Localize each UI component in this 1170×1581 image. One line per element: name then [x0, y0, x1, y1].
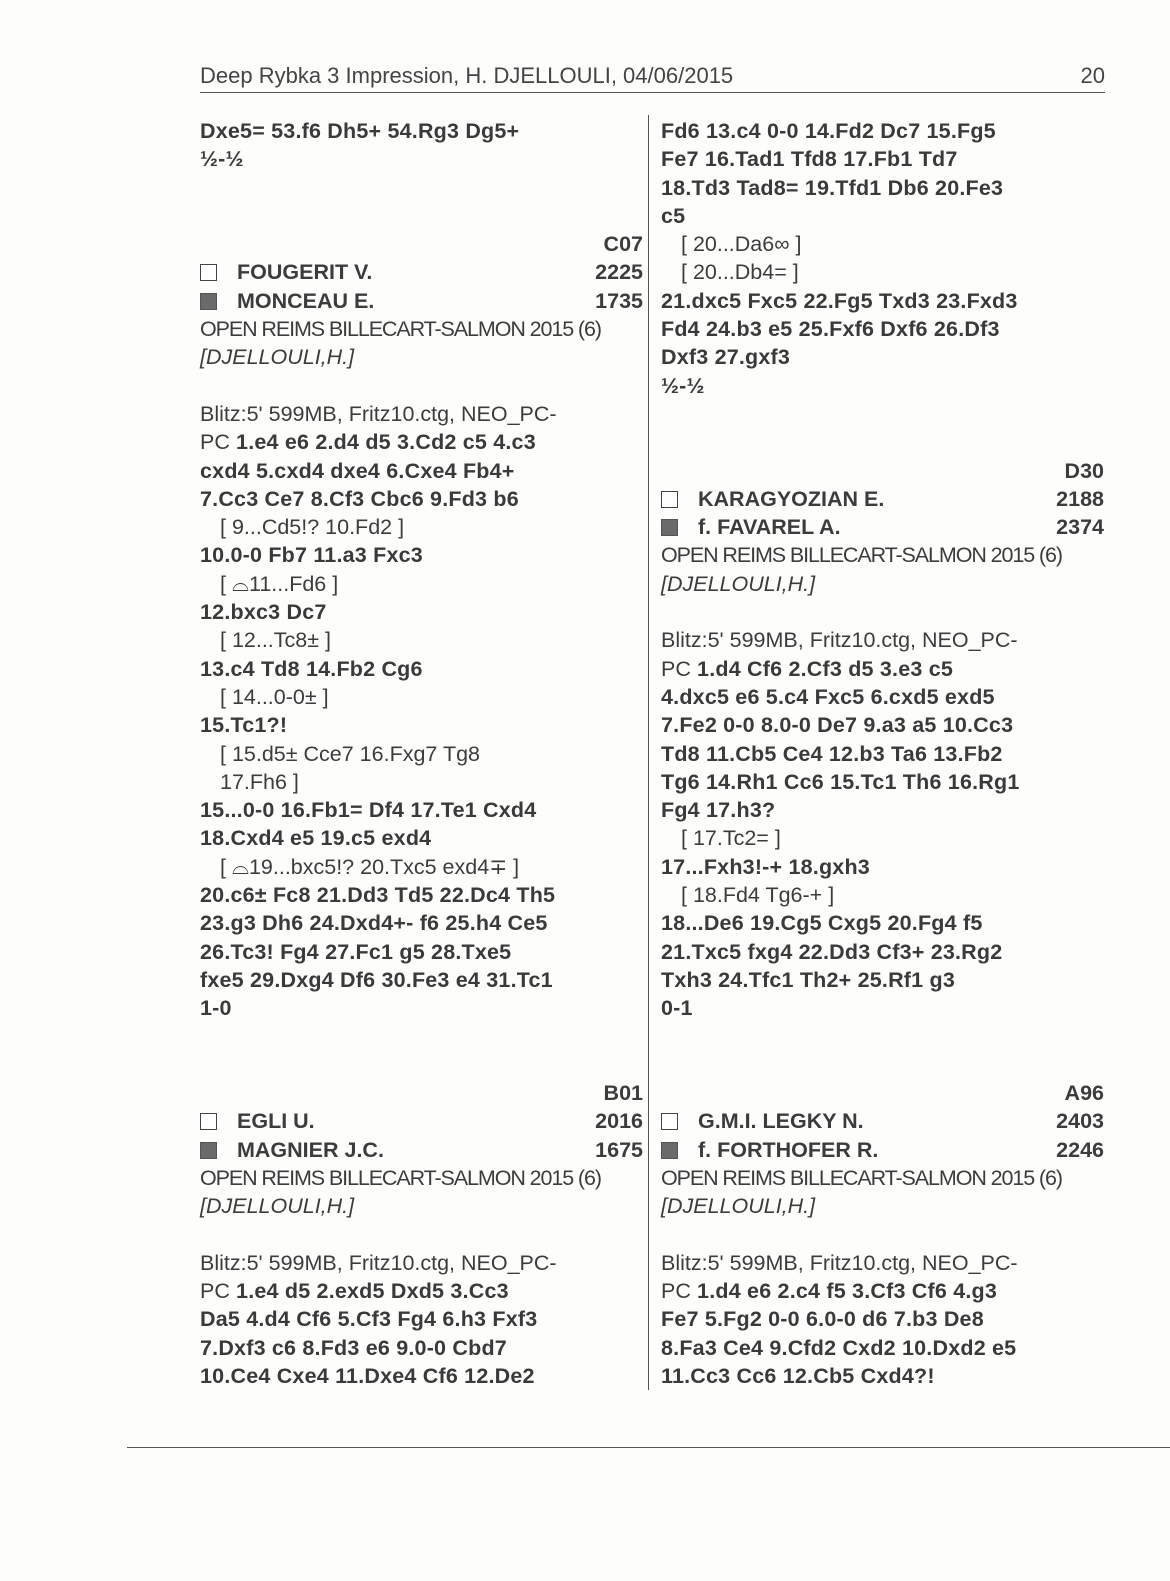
- player-elo: 2016: [595, 1109, 643, 1134]
- player-name: FOUGERIT V.: [237, 260, 373, 285]
- player-elo: 2188: [1056, 486, 1104, 511]
- move-line: c5: [661, 203, 686, 228]
- player-elo: 1735: [595, 288, 643, 313]
- move-line: 7.Cc3 Ce7 8.Cf3 Cbc6 9.Fd3 b6: [200, 486, 519, 511]
- annotator: [DJELLOULI,H.]: [200, 345, 355, 370]
- engine-info: Blitz:5' 599MB, Fritz10.ctg, NEO_PC-: [200, 1250, 557, 1275]
- player-name: KARAGYOZIAN E.: [698, 486, 885, 511]
- white-player: [661, 485, 1104, 513]
- move-line: 23.g3 Dh6 24.Dxd4+- f6 25.h4 Ce5: [200, 911, 548, 936]
- move-line: PC 1.d4 Cf6 2.Cf3 d5 3.e3 c5: [661, 656, 954, 681]
- variation: [ 20...Da6∞ ]: [681, 232, 802, 257]
- engine-info: Blitz:5' 599MB, Fritz10.ctg, NEO_PC-: [200, 401, 557, 426]
- move-line: Td8 11.Cb5 Ce4 12.b3 Ta6 13.Fb2: [661, 741, 1003, 766]
- variation: [ ⌓11...Fd6 ]: [220, 571, 339, 596]
- page-number: 20: [1080, 63, 1105, 88]
- move-line: 18.Td3 Tad8= 19.Tfd1 Db6 20.Fe3: [661, 175, 1004, 200]
- variation: [ 14...0-0± ]: [220, 684, 329, 709]
- annotator: [DJELLOULI,H.]: [661, 1194, 816, 1219]
- move-line: Dxe5= 53.f6 Dh5+ 54.Rg3 Dg5+: [200, 119, 520, 143]
- game-result: ½-½: [661, 373, 705, 398]
- move-line: cxd4 5.cxd4 dxe4 6.Cxe4 Fb4+: [200, 458, 515, 483]
- variation: [ ⌓19...bxc5!? 20.Txc5 exd4∓ ]: [220, 854, 520, 879]
- player-name: EGLI U.: [237, 1109, 315, 1134]
- event-name: OPEN REIMS BILLECART-SALMON 2015 (6): [200, 1165, 601, 1190]
- move-line: 15.Tc1?!: [200, 713, 288, 738]
- variation: [ 15.d5± Cce7 16.Fxg7 Tg8: [220, 741, 481, 766]
- white-player: [200, 258, 643, 286]
- variation: [ 9...Cd5!? 10.Fd2 ]: [220, 515, 405, 540]
- move-line: Fg4 17.h3?: [661, 798, 776, 823]
- variation: [ 18.Fd4 Tg6-+ ]: [681, 883, 835, 908]
- move-line: 10.Ce4 Cxe4 11.Dxe4 Cf6 12.De2: [200, 1364, 535, 1389]
- black-square-icon: [200, 293, 217, 310]
- event-name: OPEN REIMS BILLECART-SALMON 2015 (6): [200, 317, 601, 342]
- column-divider: [648, 115, 649, 1390]
- move-line: 26.Tc3! Fg4 27.Fc1 g5 28.Txe5: [200, 939, 512, 964]
- white-square-icon: [200, 264, 217, 281]
- move-line: 4.dxc5 e6 5.c4 Fxc5 6.cxd5 exd5: [661, 684, 995, 709]
- move-line: Tg6 14.Rh1 Cc6 15.Tc1 Th6 16.Rg1: [661, 769, 1020, 794]
- event-name: OPEN REIMS BILLECART-SALMON 2015 (6): [661, 1165, 1062, 1190]
- variation: [ 12...Tc8± ]: [220, 628, 331, 653]
- move-line: 11.Cc3 Cc6 12.Cb5 Cxd4?!: [661, 1364, 935, 1389]
- black-square-icon: [200, 1142, 217, 1159]
- player-name: MONCEAU E.: [237, 288, 375, 313]
- move-line: 12.bxc3 Dc7: [200, 600, 327, 625]
- move-line: Fe7 5.Fg2 0-0 6.0-0 d6 7.b3 De8: [661, 1307, 984, 1332]
- game-result: 0-1: [661, 996, 693, 1021]
- move-line: 13.c4 Td8 14.Fb2 Cg6: [200, 656, 423, 681]
- footer-rule: [127, 1447, 1170, 1448]
- game-result: 1-0: [200, 996, 232, 1021]
- variation: [ 20...Db4= ]: [681, 260, 799, 285]
- white-square-icon: [661, 491, 678, 508]
- player-elo: 2403: [1056, 1109, 1104, 1134]
- player-name: f. FORTHOFER R.: [698, 1137, 879, 1162]
- eco-code: B01: [603, 1081, 643, 1106]
- move-line: 20.c6± Fc8 21.Dd3 Td5 22.Dc4 Th5: [200, 883, 556, 908]
- eco-code: C07: [603, 232, 643, 257]
- variation: 17.Fh6 ]: [220, 769, 299, 794]
- player-name: MAGNIER J.C.: [237, 1137, 384, 1162]
- move-line: Fd6 13.c4 0-0 14.Fd2 Dc7 15.Fg5: [661, 119, 996, 143]
- move-line: 18...De6 19.Cg5 Cxg5 20.Fg4 f5: [661, 911, 983, 936]
- move-line: 15...0-0 16.Fb1= Df4 17.Te1 Cxd4: [200, 798, 537, 823]
- player-elo: 1675: [595, 1137, 643, 1162]
- black-player: [661, 513, 1104, 541]
- move-line: 21.Txc5 fxg4 22.Dd3 Cf3+ 23.Rg2: [661, 939, 1003, 964]
- move-line: 21.dxc5 Fxc5 22.Fg5 Txd3 23.Fxd3: [661, 288, 1018, 313]
- move-line: Dxf3 27.gxf3: [661, 345, 791, 370]
- move-line: Da5 4.d4 Cf6 5.Cf3 Fg4 6.h3 Fxf3: [200, 1307, 538, 1332]
- left-column: [200, 117, 643, 1390]
- player-elo: 2225: [595, 260, 643, 285]
- white-player: [661, 1107, 1104, 1135]
- black-square-icon: [661, 519, 678, 536]
- move-line: 7.Dxf3 c6 8.Fd3 e6 9.0-0 Cbd7: [200, 1335, 507, 1360]
- annotator: [DJELLOULI,H.]: [661, 571, 816, 596]
- page-title: Deep Rybka 3 Impression, H. DJELLOULI, 04/06/2015: [200, 63, 734, 88]
- white-square-icon: [661, 1113, 678, 1130]
- black-square-icon: [661, 1142, 678, 1159]
- black-player: [200, 1136, 643, 1164]
- variation: [ 17.Tc2= ]: [681, 826, 781, 851]
- black-player: [200, 287, 643, 315]
- right-column: [661, 117, 1104, 1390]
- annotator: [DJELLOULI,H.]: [200, 1194, 355, 1219]
- move-line: Fd4 24.b3 e5 25.Fxf6 Dxf6 26.Df3: [661, 317, 1000, 342]
- engine-info: Blitz:5' 599MB, Fritz10.ctg, NEO_PC-: [661, 1250, 1018, 1275]
- move-line: 8.Fa3 Ce4 9.Cfd2 Cxd2 10.Dxd2 e5: [661, 1335, 1017, 1360]
- move-line: 18.Cxd4 e5 19.c5 exd4: [200, 826, 432, 851]
- move-line: PC 1.e4 d5 2.exd5 Dxd5 3.Cc3: [200, 1279, 509, 1304]
- eco-code: A96: [1064, 1081, 1104, 1106]
- move-line: 17...Fxh3!-+ 18.gxh3: [661, 854, 870, 879]
- move-line: 10.0-0 Fb7 11.a3 Fxc3: [200, 543, 423, 568]
- player-name: G.M.I. LEGKY N.: [698, 1109, 864, 1134]
- engine-info: Blitz:5' 599MB, Fritz10.ctg, NEO_PC-: [661, 628, 1018, 653]
- player-name: f. FAVAREL A.: [698, 515, 841, 540]
- black-player: [661, 1136, 1104, 1164]
- game-result: ½-½: [200, 147, 244, 172]
- move-line: Txh3 24.Tfc1 Th2+ 25.Rf1 g3: [661, 967, 955, 992]
- player-elo: 2246: [1056, 1137, 1104, 1162]
- event-name: OPEN REIMS BILLECART-SALMON 2015 (6): [661, 543, 1062, 568]
- eco-code: D30: [1064, 458, 1104, 483]
- move-line: Fe7 16.Tad1 Tfd8 17.Fb1 Td7: [661, 147, 958, 172]
- page-header: [200, 60, 1105, 93]
- move-line: 7.Fe2 0-0 8.0-0 De7 9.a3 a5 10.Cc3: [661, 713, 1014, 738]
- move-line: PC 1.e4 e6 2.d4 d5 3.Cd2 c5 4.c3: [200, 430, 536, 455]
- move-line: PC 1.d4 e6 2.c4 f5 3.Cf3 Cf6 4.g3: [661, 1279, 998, 1304]
- white-player: [200, 1107, 643, 1135]
- player-elo: 2374: [1056, 515, 1104, 540]
- move-line: fxe5 29.Dxg4 Df6 30.Fe3 e4 31.Tc1: [200, 967, 553, 992]
- white-square-icon: [200, 1113, 217, 1130]
